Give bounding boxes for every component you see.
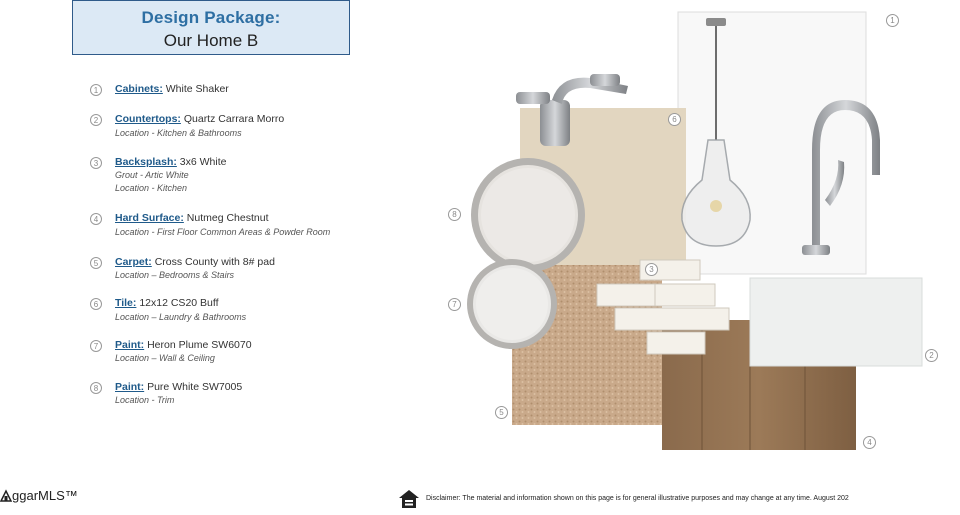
logo-mark-icon <box>0 487 12 503</box>
spec-category: Tile: <box>115 297 137 309</box>
spec-detail: Location - Kitchen <box>115 183 188 193</box>
backsplash-tile <box>615 308 729 330</box>
spec-value: Pure White SW7005 <box>147 381 243 393</box>
spec-category: Countertops: <box>115 113 181 125</box>
callout-4: 4 <box>863 436 876 449</box>
callout-7: 7 <box>448 298 461 311</box>
spec-category: Paint: <box>115 381 145 393</box>
backsplash-tile <box>647 332 705 354</box>
spec-detail: Location - First Floor Common Areas & Powder Room <box>115 227 331 237</box>
countertop-swatch <box>750 278 922 366</box>
spec-detail: Grout - Artic White <box>115 170 189 180</box>
spec-value: White Shaker <box>165 83 229 95</box>
page-subtitle: Our Home B <box>163 31 259 50</box>
disclaimer-bar <box>398 488 960 510</box>
callout-1: 1 <box>886 14 899 27</box>
spec-category: Paint: <box>115 339 145 351</box>
mls-logo-text: ggarMLS™ <box>12 488 78 503</box>
backsplash-tile <box>655 284 715 306</box>
spec-value: Nutmeg Chestnut <box>186 212 269 224</box>
spec-value: Cross County with 8# pad <box>154 256 275 268</box>
callout-6: 6 <box>668 113 681 126</box>
spec-detail: Location – Laundry & Bathrooms <box>115 312 247 322</box>
material-collage <box>440 0 960 470</box>
spec-number: 1 <box>90 84 102 96</box>
spec-category: Cabinets: <box>115 83 163 95</box>
callout-3: 3 <box>645 263 658 276</box>
disclaimer-text: Disclaimer: The material and information shown on this page is for general illustrative purposes and may change at any time. August 202 <box>426 495 849 502</box>
spec-value: 3x6 White <box>179 156 227 168</box>
spec-detail: Location - Trim <box>115 395 175 405</box>
spec-detail: Location - Kitchen & Bathrooms <box>115 128 242 138</box>
spec-number: 2 <box>90 114 102 126</box>
spec-value: Quartz Carrara Morro <box>183 113 285 125</box>
spec-category: Backsplash: <box>115 156 177 168</box>
callout-5: 5 <box>495 406 508 419</box>
equal-housing-icon <box>398 489 420 509</box>
spec-number: 8 <box>90 382 102 394</box>
page-title: Design Package: <box>141 8 281 27</box>
spec-category: Hard Surface: <box>115 212 184 224</box>
spec-value: 12x12 CS20 Buff <box>139 297 219 309</box>
callout-2: 2 <box>925 349 938 362</box>
spec-category: Carpet: <box>115 256 152 268</box>
spec-number: 7 <box>90 340 102 352</box>
spec-number: 6 <box>90 298 102 310</box>
callout-8: 8 <box>448 208 461 221</box>
spec-number: 4 <box>90 213 102 225</box>
spec-detail: Location – Wall & Ceiling <box>115 353 215 363</box>
collage-image <box>440 0 960 470</box>
spec-value: Heron Plume SW6070 <box>147 339 252 351</box>
spec-detail: Location – Bedrooms & Stairs <box>115 270 235 280</box>
mls-logo <box>0 487 78 503</box>
spec-number: 3 <box>90 157 102 169</box>
bath-faucet <box>540 100 570 146</box>
backsplash-tile <box>597 284 655 306</box>
design-package-header <box>72 0 350 55</box>
spec-number: 5 <box>90 257 102 269</box>
